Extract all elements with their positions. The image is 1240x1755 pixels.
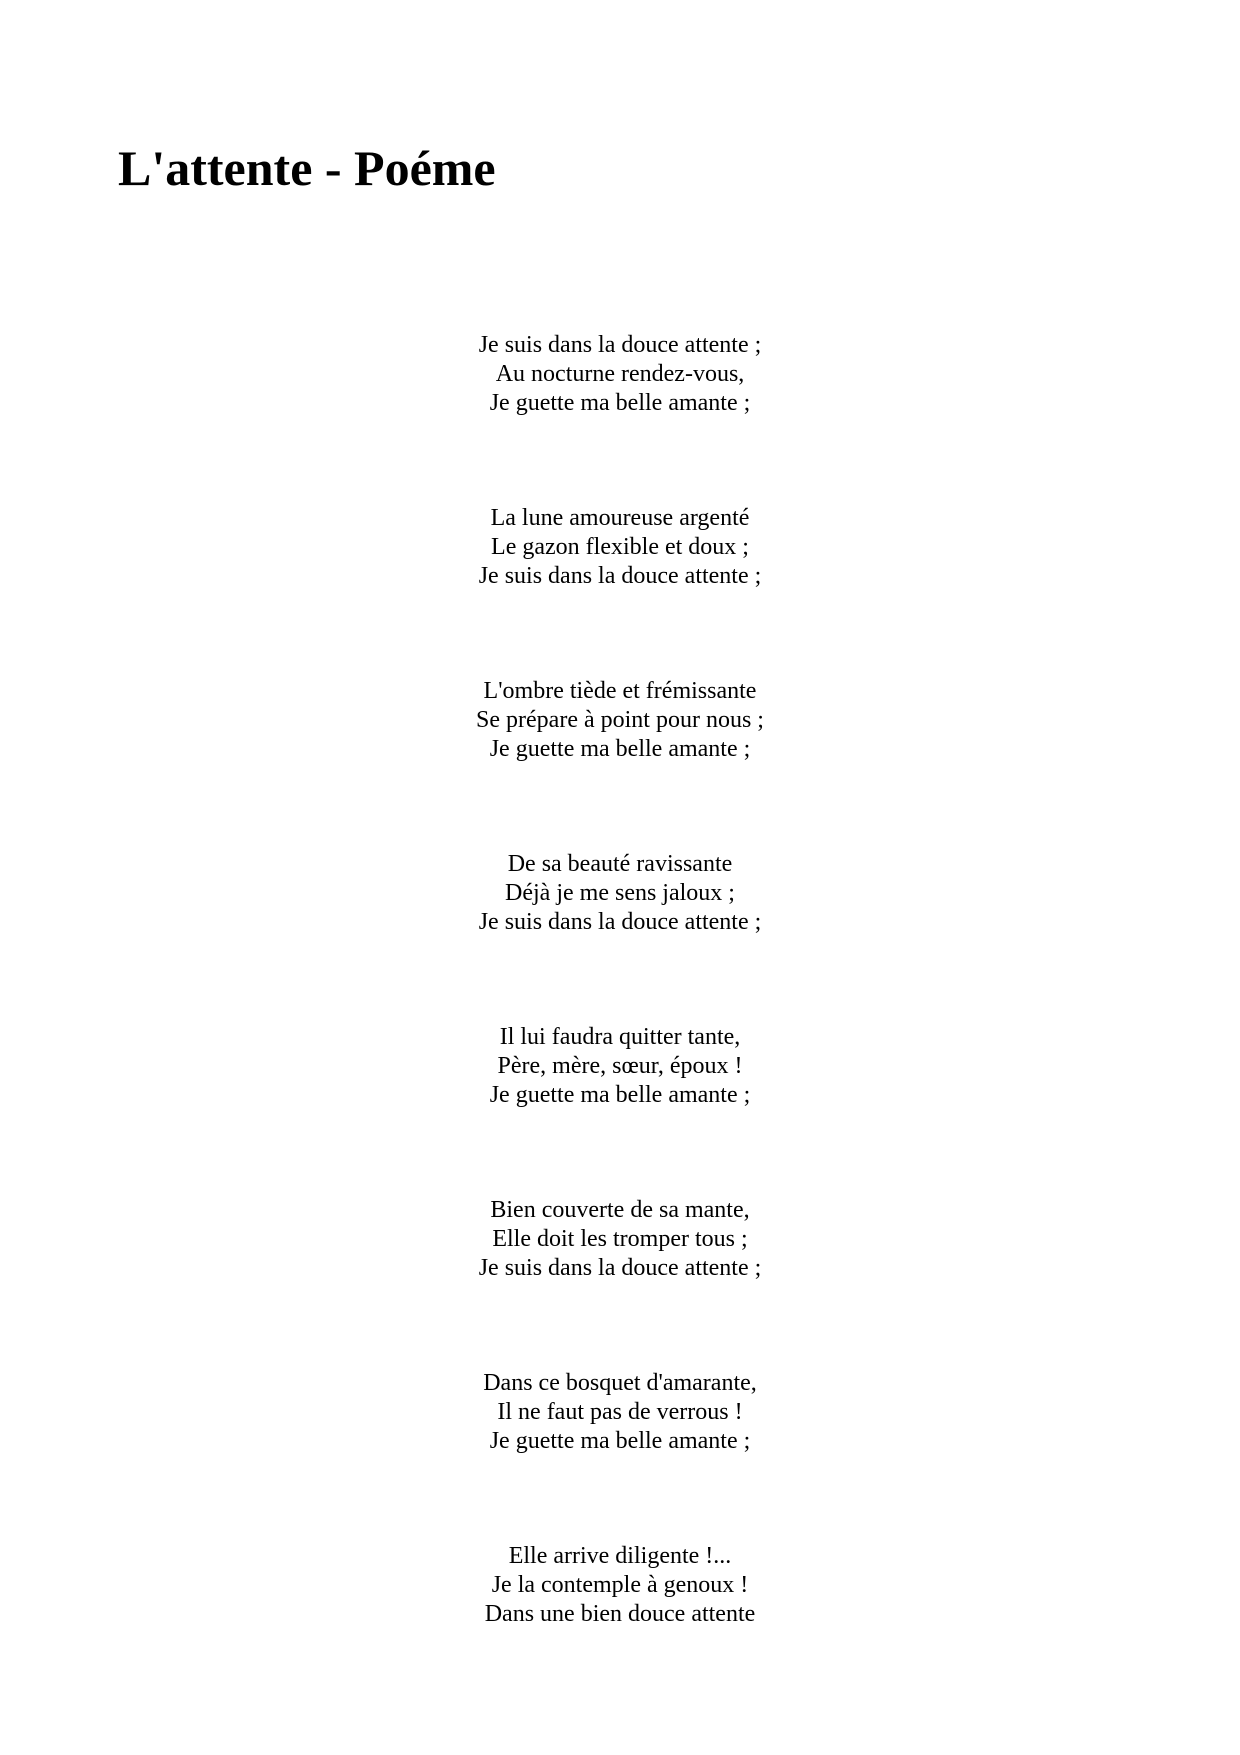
- verse-line: Se prépare à point pour nous ;: [476, 707, 764, 733]
- stanza-2: [420, 504, 820, 591]
- verse-line: Je suis dans la douce attente ;: [478, 332, 762, 358]
- verse-line: Déjà je me sens jaloux ;: [505, 880, 735, 906]
- verse-line: Dans ce bosquet d'amarante,: [483, 1370, 757, 1396]
- verse-line: Je guette ma belle amante ;: [489, 736, 751, 762]
- verse-line: Je suis dans la douce attente ;: [478, 909, 762, 935]
- verse-line: Je guette ma belle amante ;: [489, 1428, 751, 1454]
- page-title: L'attente - Poéme: [118, 140, 496, 196]
- stanza-6: [420, 1196, 820, 1283]
- verse-line: Je la contemple à genoux !: [491, 1572, 749, 1598]
- verse-line: L'ombre tiède et frémissante: [483, 678, 757, 704]
- verse-line: Bien couverte de sa mante,: [490, 1197, 750, 1223]
- verse-line: Je guette ma belle amante ;: [489, 1082, 751, 1108]
- verse-line: Je guette ma belle amante ;: [489, 390, 751, 416]
- verse-line: Je suis dans la douce attente ;: [478, 563, 762, 589]
- verse-line: Au nocturne rendez-vous,: [495, 361, 745, 387]
- stanza-8: [420, 1542, 820, 1629]
- verse-line: Le gazon flexible et doux ;: [491, 534, 749, 560]
- stanza-3: [420, 677, 820, 764]
- verse-line: Elle arrive diligente !...: [508, 1543, 732, 1569]
- stanza-1: [420, 331, 820, 418]
- verse-line: Je suis dans la douce attente ;: [478, 1255, 762, 1281]
- verse-line: Dans une bien douce attente: [484, 1601, 756, 1627]
- stanza-7: [420, 1369, 820, 1456]
- stanza-5: [420, 1023, 820, 1110]
- verse-line: Elle doit les tromper tous ;: [492, 1226, 748, 1252]
- verse-line: Il lui faudra quitter tante,: [499, 1024, 741, 1050]
- verse-line: La lune amoureuse argenté: [490, 505, 750, 531]
- verse-line: Il ne faut pas de verrous !: [497, 1399, 743, 1425]
- verse-line: De sa beauté ravissante: [507, 851, 733, 877]
- verse-line: Père, mère, sœur, époux !: [497, 1053, 743, 1079]
- stanza-4: [420, 850, 820, 937]
